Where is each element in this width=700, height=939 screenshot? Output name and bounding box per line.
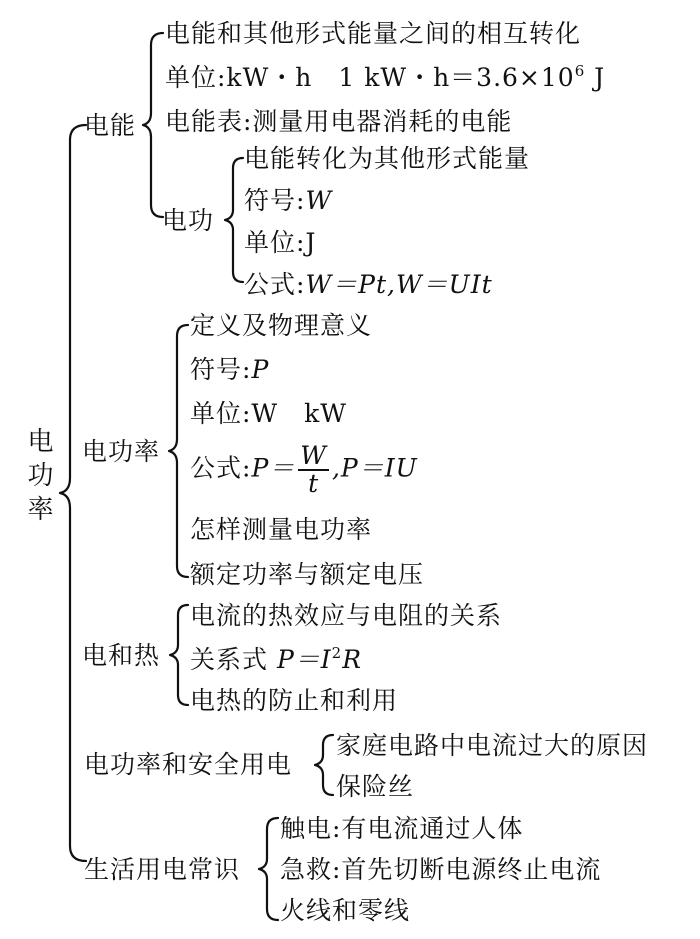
heat-relation-lhs: P＝I <box>276 645 332 674</box>
work-symbol-value: W <box>305 186 333 215</box>
work-formula-value: W＝Pt,W＝UIt <box>305 270 493 299</box>
common-sense-item-shock: 触电:有电流通过人体 <box>280 814 524 843</box>
work-item-unit: 单位:J <box>244 228 317 257</box>
common-sense-item-wires: 火线和零线 <box>280 896 411 925</box>
power-item-formula <box>190 443 418 497</box>
power-item-unit: 单位:W kW <box>190 399 347 428</box>
heat-relation-exponent: 2 <box>331 644 343 662</box>
common-sense-item-first-aid: 急救:首先切断电源终止电流 <box>280 855 602 884</box>
power-item-symbol <box>190 355 269 385</box>
power-formula-fraction <box>298 443 329 497</box>
power-label: 电功率 <box>82 437 161 466</box>
energy-item-conversion: 电能和其他形式能量之间的相互转化 <box>165 19 582 48</box>
heat-label: 电和热 <box>82 641 161 670</box>
safety-brace <box>315 735 333 795</box>
root-brace <box>60 125 86 861</box>
work-brace <box>225 158 243 282</box>
power-symbol-value: P <box>251 355 270 384</box>
heat-item-usage: 电热的防止和利用 <box>190 686 399 715</box>
work-item-symbol <box>244 186 332 216</box>
root-char-3: 率 <box>27 495 55 525</box>
heat-brace <box>170 605 188 705</box>
energy-item-unit <box>165 63 605 93</box>
safety-label: 电功率和安全用电 <box>84 750 293 779</box>
work-item-formula <box>244 270 493 300</box>
power-formula-rhs: ,P＝IU <box>331 453 418 483</box>
heat-item-effect: 电流的热效应与电阻的关系 <box>190 601 503 630</box>
work-label: 电功 <box>162 206 215 235</box>
energy-label: 电能 <box>84 111 137 140</box>
power-item-measure: 怎样测量电功率 <box>190 515 373 544</box>
energy-brace <box>143 33 163 217</box>
power-formula-label: 公式: <box>190 453 252 483</box>
work-item-conversion: 电能转化为其他形式能量 <box>244 144 531 173</box>
power-formula-lhs: P＝ <box>251 453 296 483</box>
root-label <box>26 425 56 527</box>
work-symbol-label: 符号: <box>244 186 306 215</box>
energy-unit-joule: J <box>585 63 606 92</box>
safety-item-fuse: 保险丝 <box>336 772 415 801</box>
heat-relation-resistance: R <box>342 645 363 674</box>
common-sense-brace <box>259 818 278 920</box>
energy-unit-text: 单位:kW・h 1 kW・h＝3.6×10 <box>165 63 575 92</box>
fraction-denominator: t <box>308 469 320 498</box>
power-item-definition: 定义及物理意义 <box>190 311 373 340</box>
root-char-1: 电 <box>27 427 55 457</box>
power-brace <box>169 325 188 577</box>
safety-item-overload: 家庭电路中电流过大的原因 <box>336 731 649 760</box>
root-char-2: 功 <box>27 461 55 491</box>
energy-unit-exponent: 6 <box>574 62 586 80</box>
power-symbol-label: 符号: <box>190 355 252 384</box>
heat-item-relation <box>190 645 362 675</box>
power-item-rated: 额定功率与额定电压 <box>190 560 425 589</box>
work-formula-label: 公式: <box>244 270 306 299</box>
heat-relation-label: 关系式 <box>190 645 277 674</box>
energy-item-meter: 电能表:测量用电器消耗的电能 <box>165 107 513 136</box>
fraction-numerator: W <box>300 441 327 470</box>
common-sense-label: 生活用电常识 <box>84 855 241 884</box>
